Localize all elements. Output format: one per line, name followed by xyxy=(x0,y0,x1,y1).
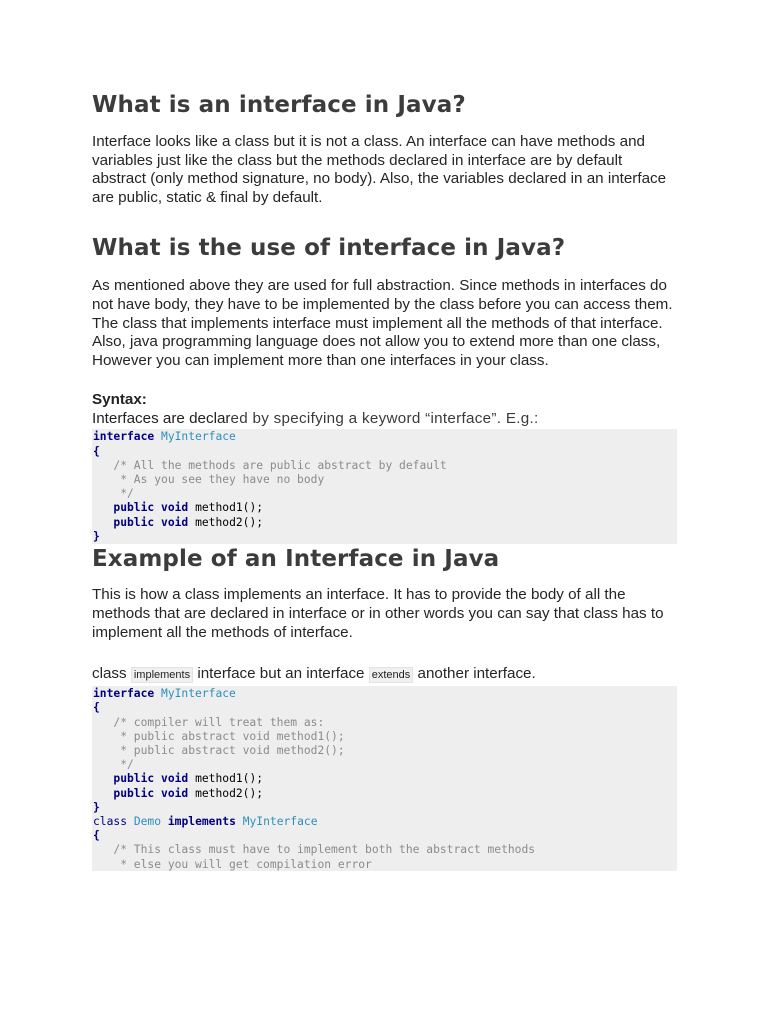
inline-code-extends: extends xyxy=(369,667,414,683)
code-comment: * public abstract void method1(); xyxy=(113,729,345,743)
code-brace: } xyxy=(93,800,100,814)
syntax-label: Syntax: xyxy=(92,391,147,409)
code-keyword: void xyxy=(161,515,189,529)
code-brace: { xyxy=(93,701,100,715)
paragraph-implements-extends xyxy=(92,663,680,686)
code-keyword: void xyxy=(161,772,189,786)
heading-what-is-interface: What is an interface in Java? xyxy=(92,92,466,118)
code-method: method1(); xyxy=(195,772,264,786)
text-interface-but: interface but an interface xyxy=(197,665,365,683)
document-page xyxy=(92,84,680,871)
text-another-interface: another interface. xyxy=(417,665,536,683)
code-keyword: implements xyxy=(167,814,236,828)
text-class: class xyxy=(92,665,127,683)
inline-code-implements: implements xyxy=(131,667,193,683)
code-method: method2(); xyxy=(195,515,264,529)
syntax-text-part-a: Interfaces are declar xyxy=(92,410,231,428)
code-type-name: MyInterface xyxy=(161,687,236,701)
syntax-description xyxy=(92,409,680,429)
code-comment: * As you see they have no body xyxy=(113,472,325,486)
heading-use-of-interface: What is the use of interface in Java? xyxy=(92,235,566,262)
code-keyword: void xyxy=(161,501,189,515)
code-keyword: void xyxy=(161,786,189,800)
code-brace: { xyxy=(93,444,100,458)
code-comment: * else you will get compilation error xyxy=(113,857,372,871)
code-brace: { xyxy=(93,829,100,843)
code-keyword: public xyxy=(113,772,155,786)
code-comment: */ xyxy=(113,487,134,501)
code-type-name: MyInterface xyxy=(242,814,318,828)
code-keyword: class xyxy=(93,814,128,828)
code-comment: /* All the methods are public abstract by default xyxy=(113,458,447,472)
code-block-interface-syntax xyxy=(92,429,677,544)
heading-example-interface: Example of an Interface in Java xyxy=(92,546,500,573)
code-comment: /* compiler will treat them as: xyxy=(113,715,325,729)
code-type-name: Demo xyxy=(133,814,162,828)
paragraph-interface-definition: Interface looks like a class but it is not a class. An interface can have methods and variables just like the class but the methods declared in interface are by default abstract (only method signature, no body). Also, the variables declared in an interface are public, static & final by default. xyxy=(92,133,667,206)
code-type-name: MyInterface xyxy=(161,430,236,444)
syntax-text-part-b: ed by specifying a keyword “interface”. E.g.: xyxy=(230,410,539,428)
code-keyword: public xyxy=(113,786,155,800)
code-method: method1(); xyxy=(195,501,264,515)
code-keyword: public xyxy=(113,515,155,529)
code-keyword: public xyxy=(113,501,155,515)
code-block-example xyxy=(92,686,677,871)
code-keyword: interface xyxy=(93,687,155,701)
code-brace: } xyxy=(93,529,100,543)
code-keyword: interface xyxy=(93,430,155,444)
code-comment: */ xyxy=(113,758,134,772)
code-method: method2(); xyxy=(195,786,264,800)
paragraph-class-implements: This is how a class implements an interface. It has to provide the body of all the methods that are declared in interface or in other words you can say that class has to implement all the methods of interface. xyxy=(92,586,664,641)
code-comment: /* This class must have to implement both the abstract methods xyxy=(113,843,536,857)
code-comment: * public abstract void method2(); xyxy=(113,743,345,757)
paragraph-interface-use: As mentioned above they are used for full abstraction. Since methods in interfaces do not have body, they have to be implemented by the class before you can access them. The class that implements interface must implement all the methods of that interface. Also, java programming language does not allow you to extend more than one class, However you can implement more than one interfaces in your class. xyxy=(92,277,673,369)
